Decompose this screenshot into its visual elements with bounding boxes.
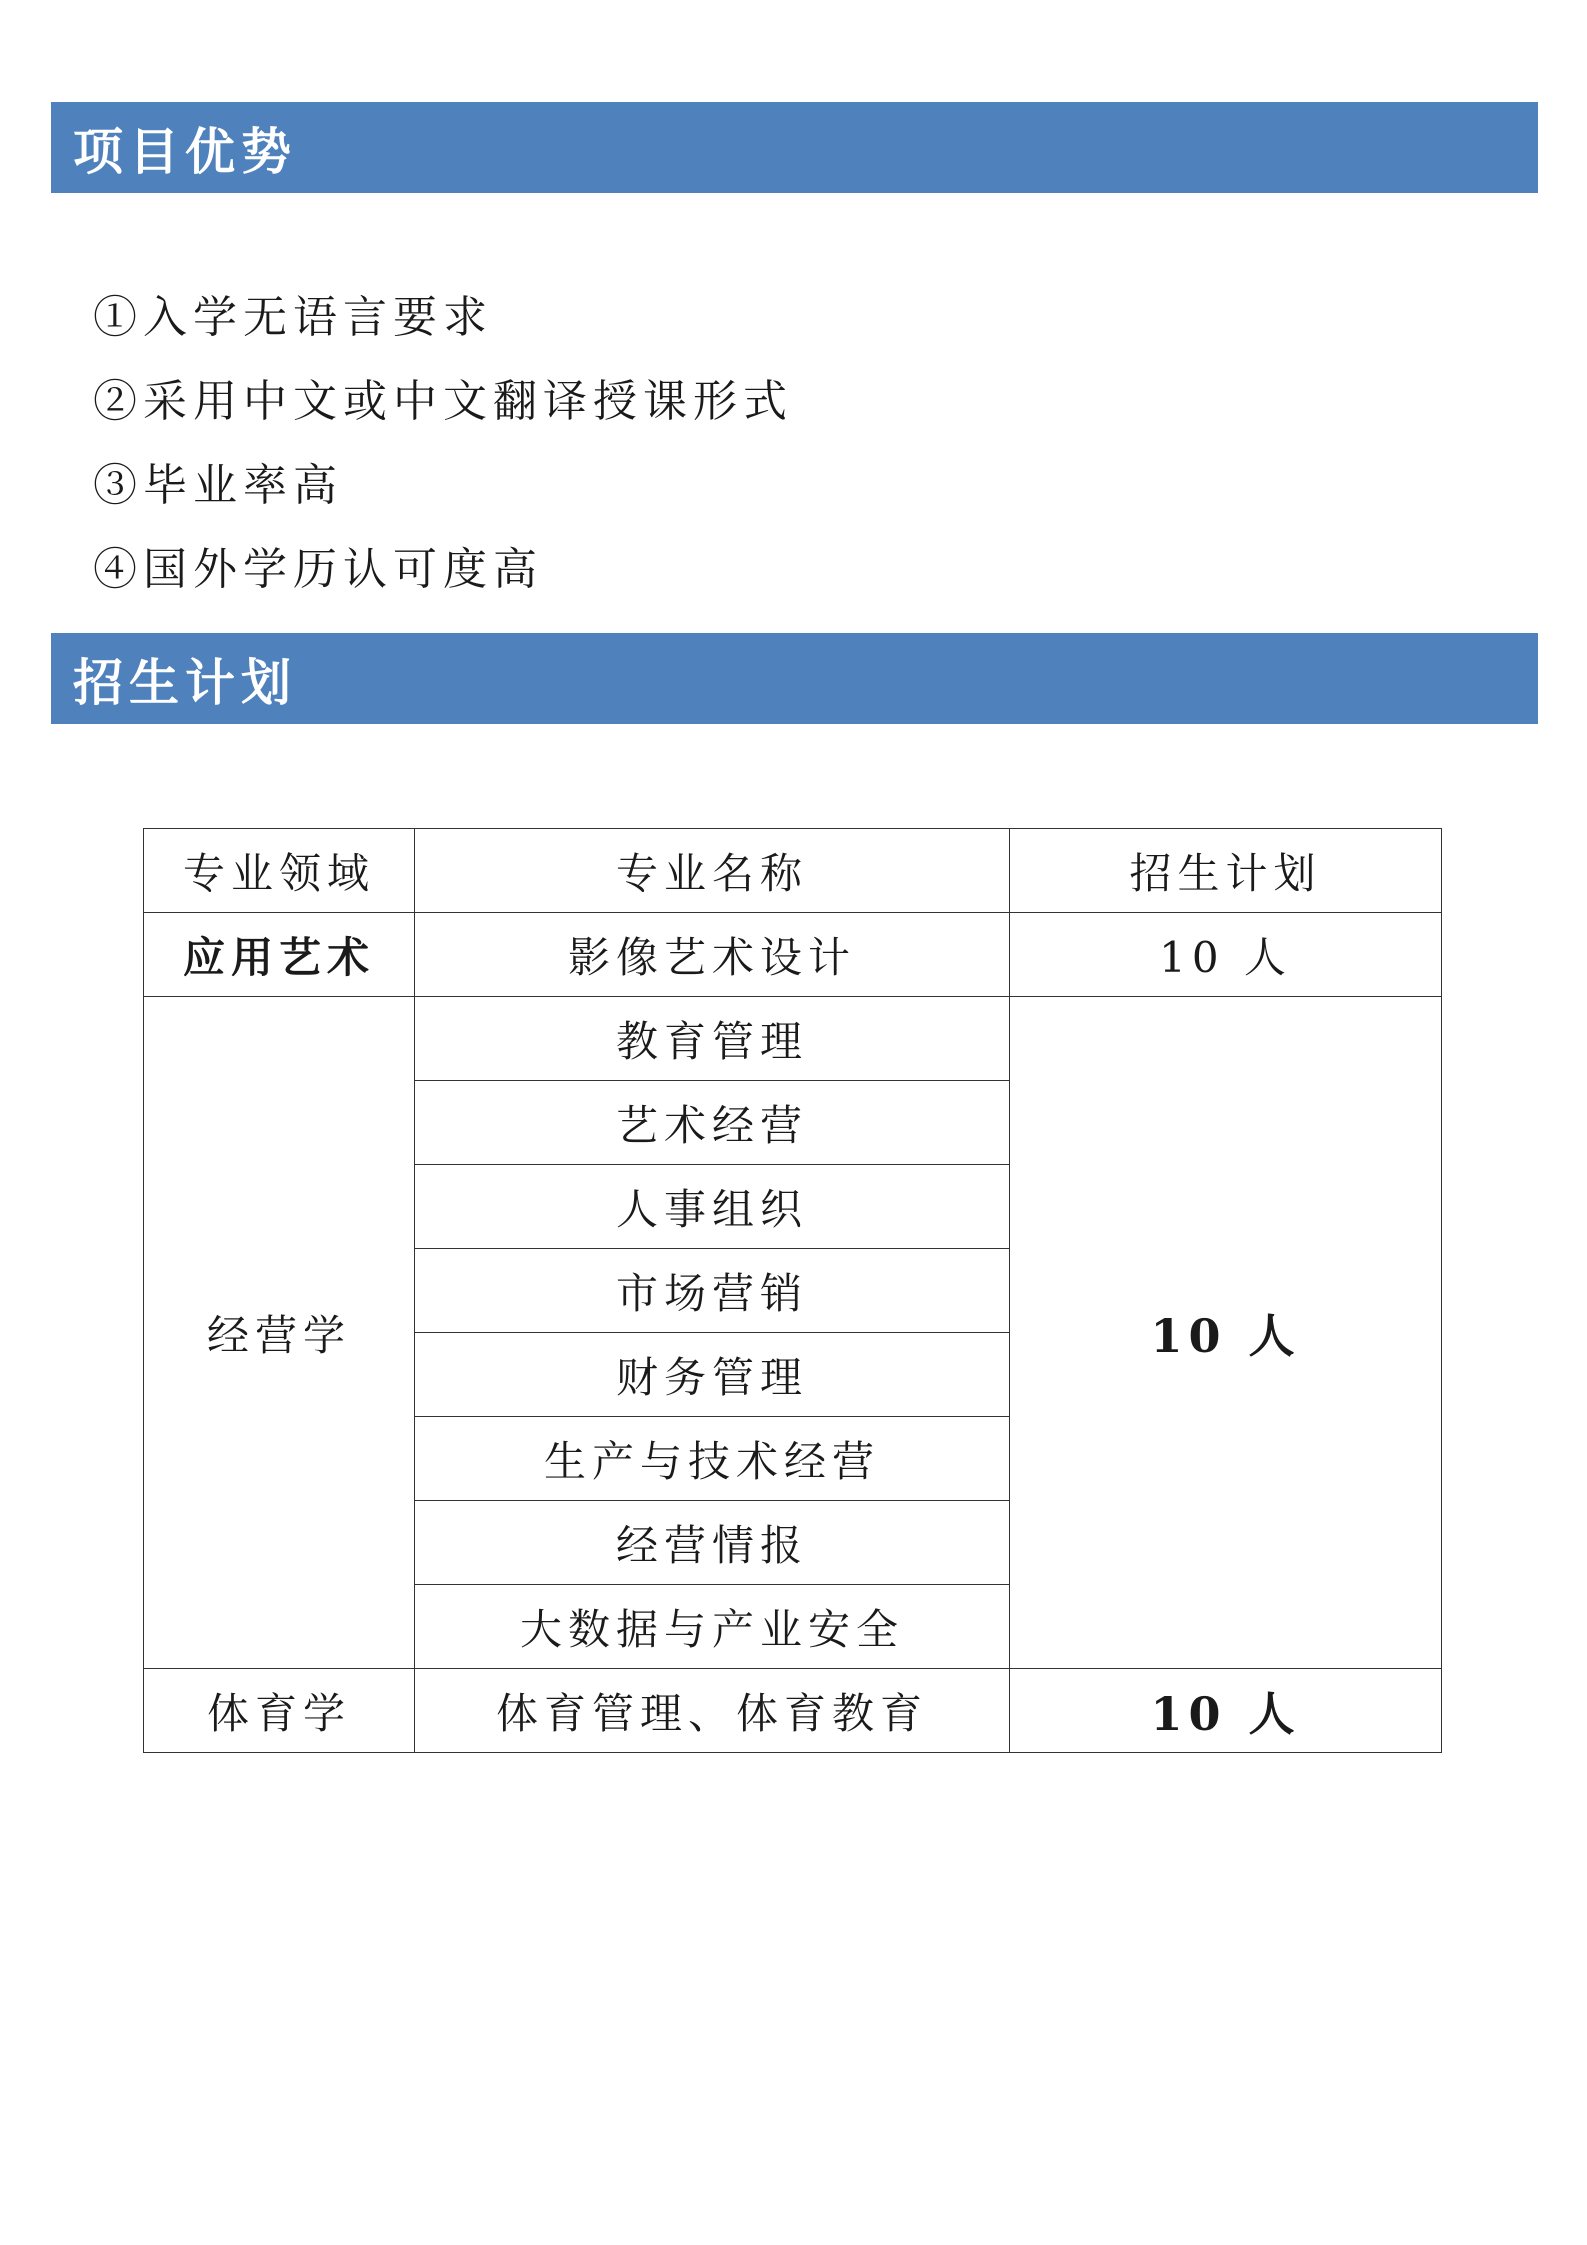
section-title-advantages: 项目优势 (73, 122, 297, 181)
major-cell: 体育管理、体育教育 (415, 1669, 1010, 1753)
table-row (144, 997, 1442, 1081)
advantage-item: ①入学无语言要求 (93, 292, 493, 343)
major-cell: 大数据与产业安全 (415, 1585, 1010, 1669)
table-row (144, 1669, 1442, 1753)
count-cell: 10 人 (1010, 997, 1442, 1669)
field-cell-business: 经营学 (144, 997, 415, 1669)
advantage-item: ④国外学历认可度高 (93, 544, 543, 595)
count-cell: 10 人 (1010, 913, 1442, 997)
table-header-row (144, 829, 1442, 913)
section-header-advantages (51, 102, 1538, 193)
count-cell: 10 人 (1010, 1669, 1442, 1753)
enrollment-plan-table (143, 828, 1442, 1753)
major-cell: 市场营销 (415, 1249, 1010, 1333)
major-cell: 生产与技术经营 (415, 1417, 1010, 1501)
header-field: 专业领域 (144, 829, 415, 913)
major-cell: 经营情报 (415, 1501, 1010, 1585)
section-title-enrollment-plan: 招生计划 (73, 653, 297, 712)
field-cell-sports: 体育学 (144, 1669, 415, 1753)
advantage-item: ③毕业率高 (93, 460, 343, 511)
major-cell: 财务管理 (415, 1333, 1010, 1417)
header-plan: 招生计划 (1010, 829, 1442, 913)
major-cell: 人事组织 (415, 1165, 1010, 1249)
advantage-item: ②采用中文或中文翻译授课形式 (93, 376, 793, 427)
header-major: 专业名称 (415, 829, 1010, 913)
major-cell: 影像艺术设计 (415, 913, 1010, 997)
section-header-enrollment-plan (51, 633, 1538, 724)
major-cell: 教育管理 (415, 997, 1010, 1081)
advantages-list (93, 284, 793, 620)
field-cell-applied-art: 应用艺术 (144, 913, 415, 997)
major-cell: 艺术经营 (415, 1081, 1010, 1165)
table-row (144, 913, 1442, 997)
